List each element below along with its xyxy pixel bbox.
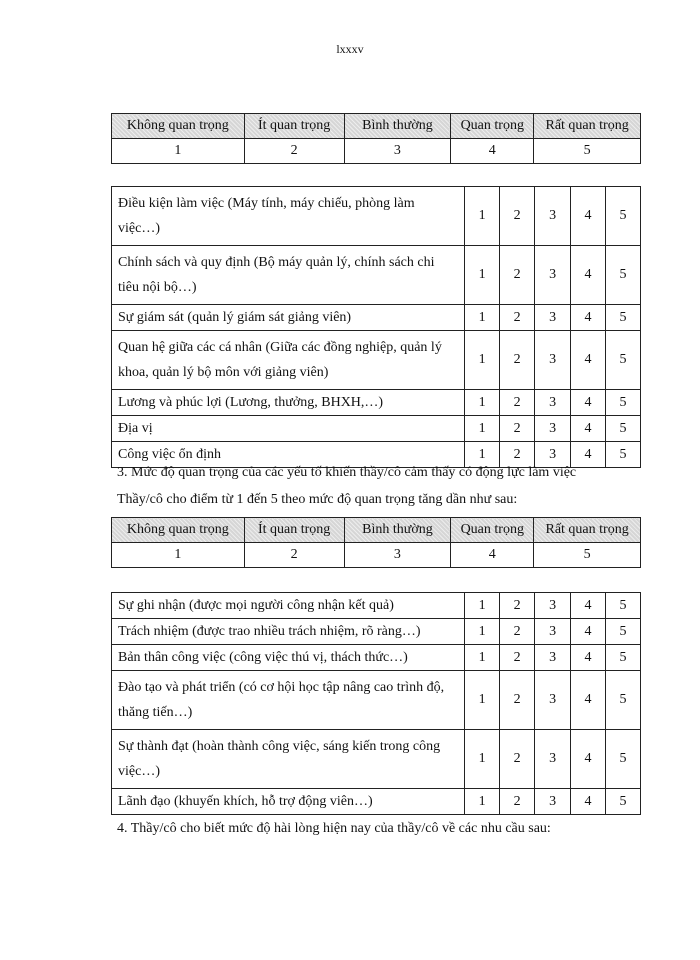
scale-header-cell: Rất quan trọng xyxy=(534,518,641,543)
score-cell[interactable]: 4 xyxy=(571,442,606,468)
score-cell[interactable]: 5 xyxy=(606,789,641,815)
score-cell[interactable]: 1 xyxy=(465,730,500,789)
scale-value-cell: 4 xyxy=(451,543,534,568)
score-cell[interactable]: 4 xyxy=(571,416,606,442)
table-row xyxy=(112,645,641,671)
score-cell[interactable]: 1 xyxy=(465,305,500,331)
table-row xyxy=(112,730,641,789)
scale-value-cell: 2 xyxy=(244,139,344,164)
score-cell[interactable]: 4 xyxy=(571,671,606,730)
score-cell[interactable]: 1 xyxy=(465,246,500,305)
score-cell[interactable]: 1 xyxy=(465,593,500,619)
score-cell[interactable]: 2 xyxy=(500,416,535,442)
score-cell[interactable]: 3 xyxy=(535,187,571,246)
scale-value-cell: 2 xyxy=(244,543,344,568)
score-cell[interactable]: 5 xyxy=(606,331,641,390)
table-row xyxy=(112,593,641,619)
score-cell[interactable]: 4 xyxy=(571,789,606,815)
factors-table-1 xyxy=(111,186,641,468)
scale-header-cell: Không quan trọng xyxy=(112,518,245,543)
score-cell[interactable]: 1 xyxy=(465,442,500,468)
score-cell[interactable]: 1 xyxy=(465,187,500,246)
score-cell[interactable]: 4 xyxy=(571,619,606,645)
factor-label: Điều kiện làm việc (Máy tính, máy chiếu, phòng làm việc…) xyxy=(112,187,465,246)
score-cell[interactable]: 3 xyxy=(535,619,571,645)
factor-label: Lương và phúc lợi (Lương, thưởng, BHXH,…) xyxy=(112,390,465,416)
score-cell[interactable]: 5 xyxy=(606,187,641,246)
score-cell[interactable]: 3 xyxy=(535,246,571,305)
score-cell[interactable]: 3 xyxy=(535,593,571,619)
score-cell[interactable]: 1 xyxy=(465,789,500,815)
score-cell[interactable]: 3 xyxy=(535,390,571,416)
scale-value-cell: 1 xyxy=(112,543,245,568)
score-cell[interactable]: 5 xyxy=(606,593,641,619)
table-row xyxy=(112,789,641,815)
score-cell[interactable]: 4 xyxy=(571,645,606,671)
page-number: lxxxv xyxy=(336,42,364,56)
score-cell[interactable]: 1 xyxy=(465,671,500,730)
score-cell[interactable]: 3 xyxy=(535,416,571,442)
question-4-heading: 4. Thầy/cô cho biết mức độ hài lòng hiện nay của thầy/cô về các nhu cầu sau: xyxy=(117,821,551,836)
scale-value-cell: 3 xyxy=(344,543,451,568)
table-row xyxy=(112,671,641,730)
score-cell[interactable]: 5 xyxy=(606,416,641,442)
table-row xyxy=(112,619,641,645)
scale-value-cell: 4 xyxy=(451,139,534,164)
question-3-heading: 3. Mức độ quan trọng của các yếu tố khiến thầy/cô cảm thấy có động lực làm việc xyxy=(117,465,577,480)
scale-value-cell: 3 xyxy=(344,139,451,164)
factor-label: Đào tạo và phát triển (có cơ hội học tập nâng cao trình độ, thăng tiến…) xyxy=(112,671,465,730)
scale-table-2 xyxy=(111,517,641,568)
score-cell[interactable]: 2 xyxy=(500,331,535,390)
table-row xyxy=(112,187,641,246)
score-cell[interactable]: 1 xyxy=(465,390,500,416)
score-cell[interactable]: 4 xyxy=(571,187,606,246)
score-cell[interactable]: 4 xyxy=(571,305,606,331)
scale-table-1 xyxy=(111,113,641,164)
table-row xyxy=(112,305,641,331)
table-row xyxy=(112,416,641,442)
scale-header-cell: Bình thường xyxy=(344,114,451,139)
score-cell[interactable]: 1 xyxy=(465,645,500,671)
scale-header-cell: Rất quan trọng xyxy=(534,114,641,139)
question-3-instruction: Thầy/cô cho điểm từ 1 đến 5 theo mức độ quan trọng tăng dần như sau: xyxy=(117,492,518,507)
table-row xyxy=(112,390,641,416)
factor-label: Sự ghi nhận (được mọi người công nhận kết quả) xyxy=(112,593,465,619)
score-cell[interactable]: 3 xyxy=(535,305,571,331)
score-cell[interactable]: 3 xyxy=(535,645,571,671)
scale-value-cell: 5 xyxy=(534,543,641,568)
score-cell[interactable]: 5 xyxy=(606,442,641,468)
score-cell[interactable]: 5 xyxy=(606,246,641,305)
factor-label: Công việc ổn định xyxy=(112,442,465,468)
factor-label: Địa vị xyxy=(112,416,465,442)
scale-header-cell: Quan trọng xyxy=(451,114,534,139)
score-cell[interactable]: 5 xyxy=(606,730,641,789)
score-cell[interactable]: 5 xyxy=(606,390,641,416)
score-cell[interactable]: 2 xyxy=(500,442,535,468)
table-row xyxy=(112,246,641,305)
score-cell[interactable]: 2 xyxy=(500,593,535,619)
scale-header-cell: Bình thường xyxy=(344,518,451,543)
score-cell[interactable]: 2 xyxy=(500,789,535,815)
score-cell[interactable]: 4 xyxy=(571,593,606,619)
factor-label: Sự thành đạt (hoàn thành công việc, sáng kiến trong công việc…) xyxy=(112,730,465,789)
score-cell[interactable]: 5 xyxy=(606,305,641,331)
scale-value-cell: 1 xyxy=(112,139,245,164)
factor-label: Sự giám sát (quản lý giám sát giảng viên) xyxy=(112,305,465,331)
scale-header-cell: Không quan trọng xyxy=(112,114,245,139)
score-cell[interactable]: 3 xyxy=(535,442,571,468)
factor-label: Lãnh đạo (khuyến khích, hỗ trợ động viên…) xyxy=(112,789,465,815)
table-row xyxy=(112,331,641,390)
score-cell[interactable]: 3 xyxy=(535,671,571,730)
score-cell[interactable]: 4 xyxy=(571,246,606,305)
scale-header-cell: Quan trọng xyxy=(451,518,534,543)
factors-table-2 xyxy=(111,592,641,815)
score-cell[interactable]: 2 xyxy=(500,246,535,305)
score-cell[interactable]: 1 xyxy=(465,416,500,442)
scale-value-cell: 5 xyxy=(534,139,641,164)
score-cell[interactable]: 3 xyxy=(535,331,571,390)
score-cell[interactable]: 3 xyxy=(535,789,571,815)
score-cell[interactable]: 4 xyxy=(571,730,606,789)
score-cell[interactable]: 5 xyxy=(606,671,641,730)
score-cell[interactable]: 2 xyxy=(500,619,535,645)
score-cell[interactable]: 2 xyxy=(500,730,535,789)
score-cell[interactable]: 4 xyxy=(571,331,606,390)
scale-header-cell: Ít quan trọng xyxy=(244,518,344,543)
score-cell[interactable]: 2 xyxy=(500,305,535,331)
scale-header-cell: Ít quan trọng xyxy=(244,114,344,139)
factor-label: Bản thân công việc (công việc thú vị, thách thức…) xyxy=(112,645,465,671)
factor-label: Chính sách và quy định (Bộ máy quản lý, chính sách chi tiêu nội bộ…) xyxy=(112,246,465,305)
score-cell[interactable]: 2 xyxy=(500,390,535,416)
score-cell[interactable]: 3 xyxy=(535,730,571,789)
score-cell[interactable]: 4 xyxy=(571,390,606,416)
score-cell[interactable]: 5 xyxy=(606,645,641,671)
score-cell[interactable]: 2 xyxy=(500,671,535,730)
factor-label: Quan hệ giữa các cá nhân (Giữa các đồng nghiệp, quản lý khoa, quản lý bộ môn với giảng viên) xyxy=(112,331,465,390)
score-cell[interactable]: 1 xyxy=(465,619,500,645)
score-cell[interactable]: 1 xyxy=(465,331,500,390)
score-cell[interactable]: 2 xyxy=(500,187,535,246)
score-cell[interactable]: 2 xyxy=(500,645,535,671)
factor-label: Trách nhiệm (được trao nhiều trách nhiệm, rõ ràng…) xyxy=(112,619,465,645)
score-cell[interactable]: 5 xyxy=(606,619,641,645)
